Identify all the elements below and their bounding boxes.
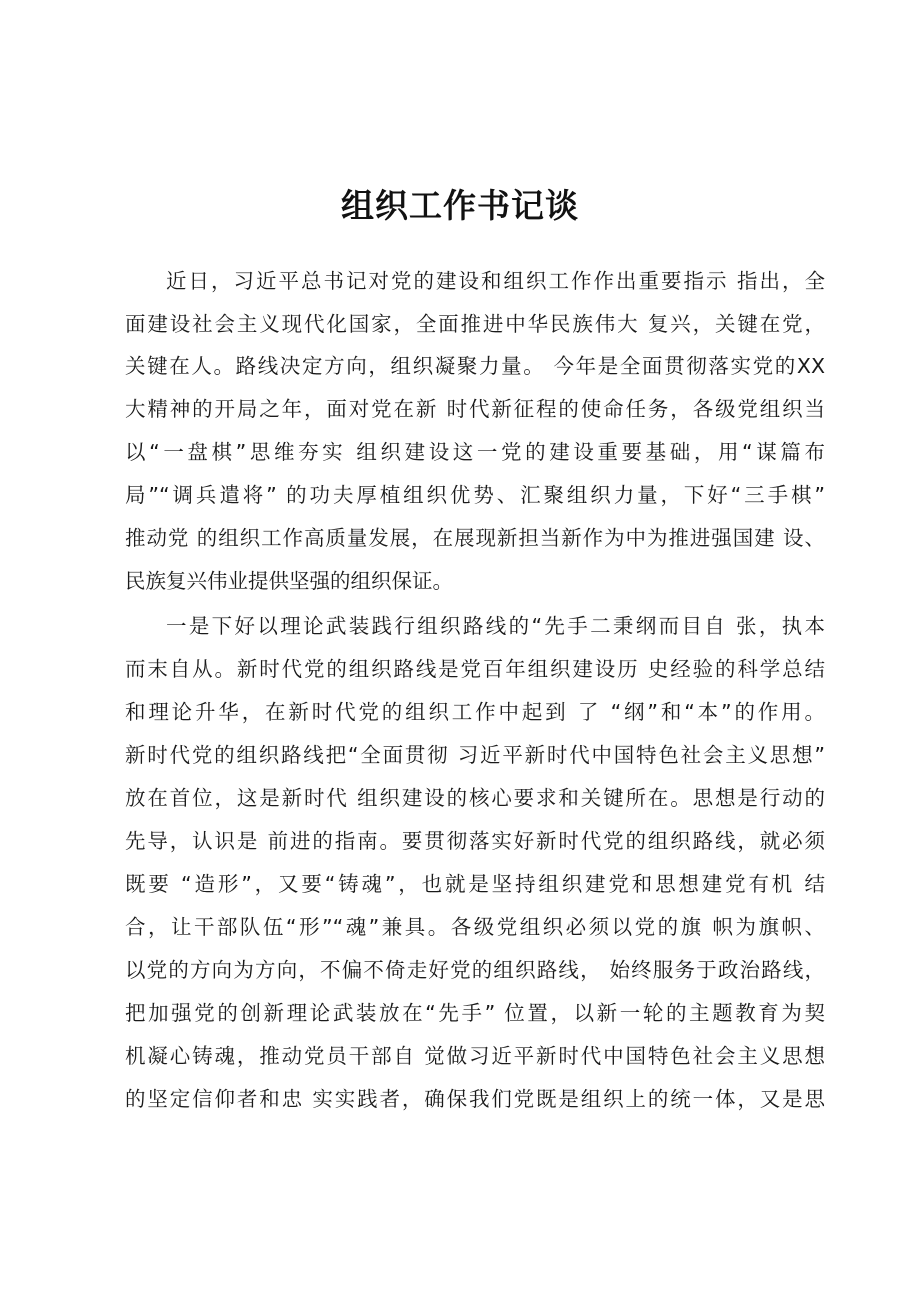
paragraph-line: 而末自从。新时代党的组织路线是党百年组织建设历 史经验的科学总结	[125, 657, 825, 681]
paragraph-line: 近日，习近平总书记对党的建设和组织工作作出重要指示 指出，全	[166, 269, 825, 293]
paragraph-line: 大精神的开局之年，面对党在新 时代新征程的使命任务，各级党组织当	[125, 397, 825, 421]
paragraph-line: 以“一盘棋”思维夯实 组织建设这一党的建设重要基础，用“谋篇布	[125, 440, 825, 464]
paragraph-line: 和理论升华，在新时代党的组织工作中起到 了 “纲”和“本”的作用。	[125, 700, 825, 724]
paragraph-line: 新时代党的组织路线把“全面贯彻 习近平新时代中国特色社会主义思想”	[125, 743, 825, 767]
paragraph-line: 的坚定信仰者和忠 实实践者，确保我们党既是组织上的统一体，又是思	[125, 1087, 825, 1111]
paragraph-line: 民族复兴伟业提供坚强的组织保证。	[125, 569, 453, 593]
paragraph-line: 把加强党的创新理论武装放在“先手” 位置，以新一轮的主题教育为契	[125, 1001, 825, 1025]
paragraph-line: 放在首位，这是新时代 组织建设的核心要求和关键所在。思想是行动的	[125, 786, 825, 810]
paragraph-line: 推动党 的组织工作高质量发展，在展现新担当新作为中为推进强国建 设、	[125, 526, 825, 550]
paragraph-line: 面建设社会主义现代化国家，全面推进中华民族伟大 复兴，关键在党，	[125, 312, 825, 336]
paragraph-line: 以党的方向为方向，不偏不倚走好党的组织路线， 始终服务于政治路线，	[125, 958, 825, 982]
paragraph-line: 一是下好以理论武装践行组织路线的“先手二秉纲而目自 张，执本	[166, 614, 825, 638]
paragraph-line: 先导，认识是 前进的指南。要贯彻落实好新时代党的组织路线，就必须	[125, 829, 825, 853]
paragraph-line: 局”“调兵遣将” 的功夫厚植组织优势、汇聚组织力量，下好“三手棋”	[125, 483, 825, 507]
document-title: 组织工作书记谈	[341, 186, 579, 225]
paragraph-line: 既要 “造形”，又要“铸魂”，也就是坚持组织建党和思想建党有机 结	[125, 872, 825, 896]
paragraph-line: 合，让干部队伍“形”“魂”兼具。各级党组织必须以党的旗 帜为旗帜、	[125, 915, 825, 939]
paragraph-line: 机凝心铸魂，推动党员干部自 觉做习近平新时代中国特色社会主义思想	[125, 1044, 825, 1068]
paragraph-line: 关键在人。路线决定方向，组织凝聚力量。 今年是全面贯彻落实党的XX	[125, 354, 825, 378]
